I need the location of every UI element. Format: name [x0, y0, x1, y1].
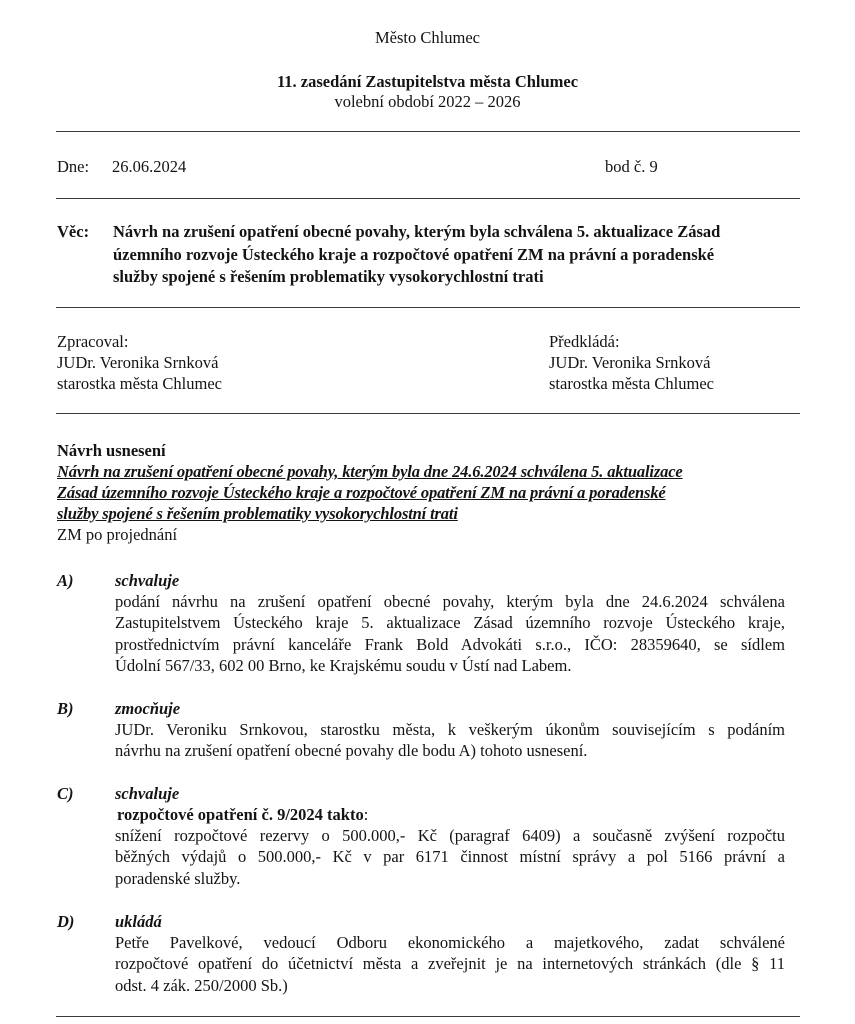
electoral-term: volební období 2022 – 2026: [334, 92, 521, 111]
point-verb: zmocňuje: [115, 699, 181, 718]
submitted-by-role: starostka města Chlumec: [549, 374, 714, 393]
subject-line: služby spojené s řešením problematiky vysokorychlostní trati: [113, 267, 544, 286]
point-line: podání návrhu na zrušení opatření obecné povahy, kterým byla dne 24.6.2024 schválena: [115, 592, 785, 611]
point-line: rozpočtové opatření do účetnictví města a zveřejnit je na internetových stránkách (dle § 11: [115, 954, 785, 973]
resolution-heading: Návrh usnesení: [57, 441, 166, 460]
point-line: odst. 4 zák. 250/2000 Sb.): [115, 976, 288, 995]
point-line: běžných výdajů o 500.000,- Kč v par 6171 činnost místní správy a pol 5166 právní a: [115, 847, 785, 866]
submitted-by-name: JUDr. Veronika Srnková: [549, 353, 711, 372]
prepared-by-label: Zpracoval:: [57, 332, 129, 351]
resolution-intro: ZM po projednání: [57, 525, 178, 544]
subject-label: Věc:: [57, 222, 90, 241]
point-line: prostřednictvím právní kanceláře Frank Bold Advokáti s.r.o., IČO: 28359640, se sídlem: [115, 635, 785, 654]
divider: [56, 131, 800, 132]
item-number: bod č. 9: [605, 157, 658, 176]
submitted-by-label: Předkládá:: [549, 332, 620, 351]
point-verb: schvaluje: [115, 571, 180, 590]
point-line: návrhu na zrušení opatření obecné povahy dle bodu A) tohoto usnesení.: [115, 741, 588, 760]
date-label: Dne:: [57, 157, 90, 176]
point-line: Zastupitelstvem Ústeckého kraje 5. aktualizace Zásad územního rozvoje Ústeckého kraje,: [115, 613, 785, 632]
subject-line: územního rozvoje Ústeckého kraje a rozpočtové opatření ZM na právní a poradenské: [113, 245, 715, 264]
point-line: poradenské služby.: [115, 869, 241, 888]
divider: [56, 1016, 800, 1017]
divider: [56, 413, 800, 414]
resolution-title-line: Zásad územního rozvoje Ústeckého kraje a rozpočtové opatření ZM na právní a poradenské: [57, 483, 666, 502]
point-label: A): [57, 571, 74, 590]
budget-measure-heading: rozpočtové opatření č. 9/2024 takto:: [117, 805, 369, 824]
point-line: JUDr. Veroniku Srnkovou, starostku města, k veškerým úkonům souvisejícím s podáním: [115, 720, 785, 739]
point-verb: schvaluje: [115, 784, 180, 803]
prepared-by-name: JUDr. Veronika Srnková: [57, 353, 219, 372]
point-line: Údolní 567/33, 602 00 Brno, ke Krajskému soudu v Ústí nad Labem.: [115, 656, 572, 675]
point-label: B): [57, 699, 74, 718]
point-line: Petře Pavelkové, vedoucí Odboru ekonomického a majetkového, zadat schválené: [115, 933, 785, 952]
point-label: C): [57, 784, 74, 803]
divider: [56, 198, 800, 199]
resolution-title-line: služby spojené s řešením problematiky vysokorychlostní trati: [57, 504, 458, 523]
resolution-title-line: Návrh na zrušení opatření obecné povahy, kterým byla dne 24.6.2024 schválena 5. aktualizace: [57, 462, 683, 481]
point-line: snížení rozpočtové rezervy o 500.000,- Kč (paragraf 6409) a současně zvýšení rozpočtu: [115, 826, 785, 845]
prepared-by-role: starostka města Chlumec: [57, 374, 222, 393]
point-verb: ukládá: [115, 912, 162, 931]
divider: [56, 307, 800, 308]
subject-line: Návrh na zrušení opatření obecné povahy, kterým byla schválena 5. aktualizace Zásad: [113, 222, 721, 241]
session-title: 11. zasedání Zastupitelstva města Chlumec: [276, 72, 579, 91]
point-label: D): [57, 912, 75, 931]
date-value: 26.06.2024: [112, 157, 187, 176]
municipality-name: Město Chlumec: [375, 28, 480, 47]
